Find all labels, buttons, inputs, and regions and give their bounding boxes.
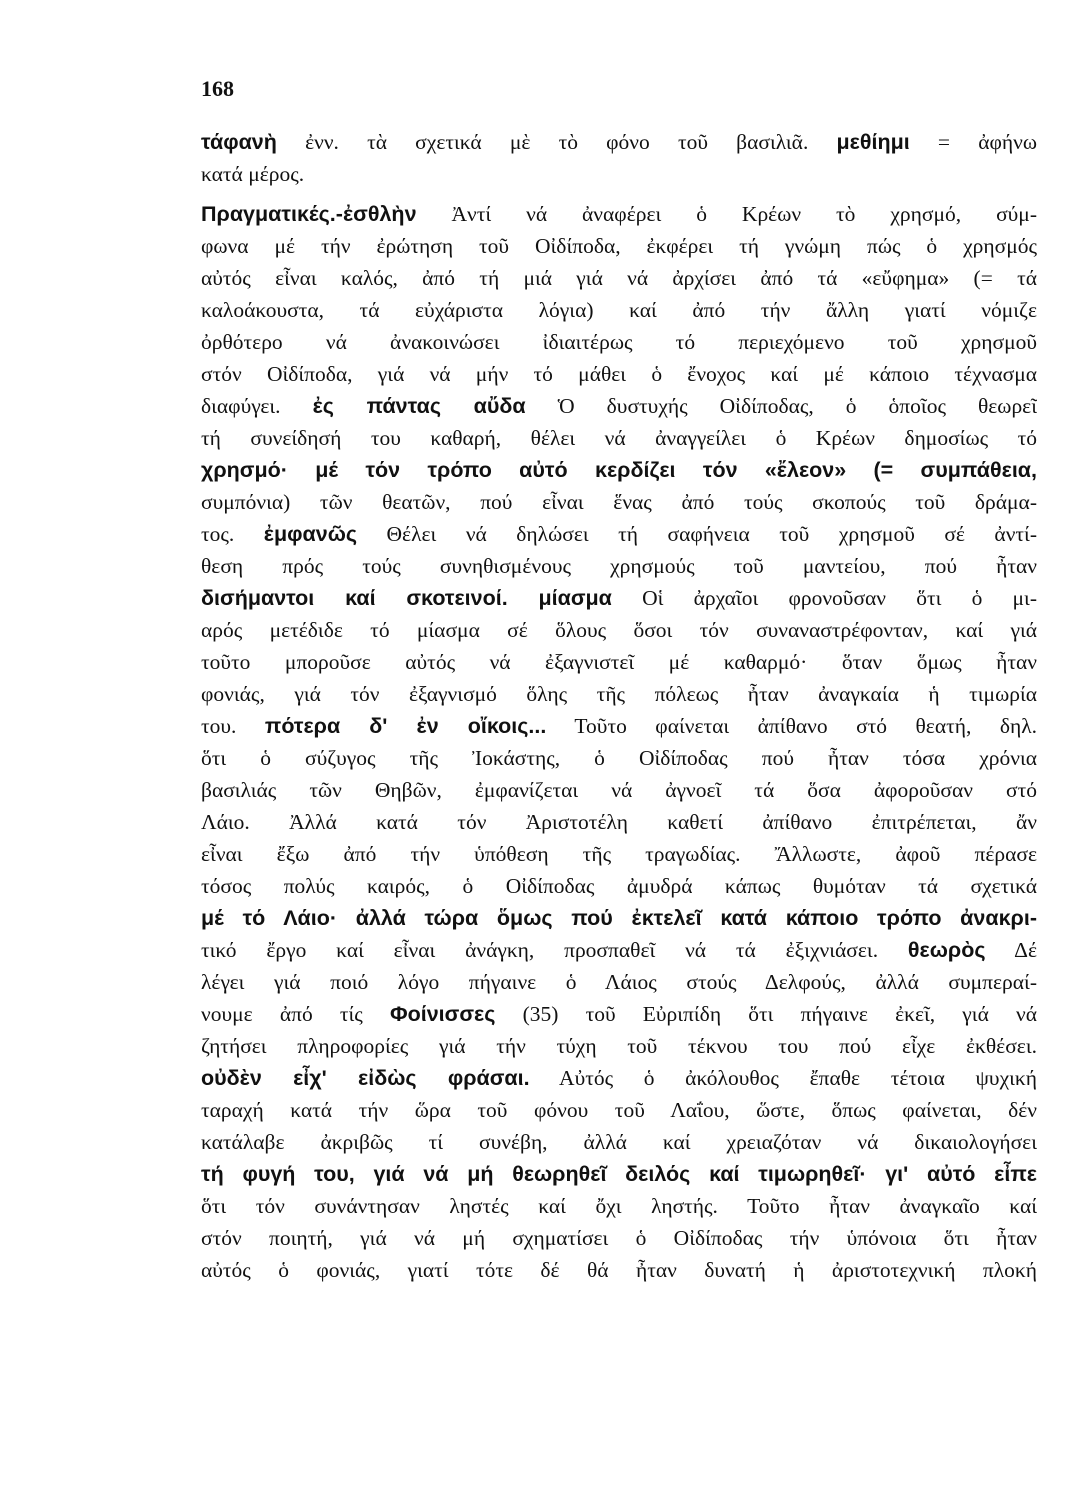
bold-term: χρησμό· μέ τόν τρόπο αὐτό κερδίζει τόν «ἔλεον» (= συμπάθεια, <box>201 458 1037 482</box>
text-run: συμπόνια) τῶν θεατῶν, πού εἶναι ἕνας ἀπό τούς σκοπούς τοῦ δράμα- <box>201 490 1037 514</box>
text-line <box>201 158 1037 190</box>
text-line <box>201 870 1037 902</box>
bold-term: Φοίνισσες <box>389 1002 496 1026</box>
text-line <box>201 998 1037 1030</box>
text-line <box>201 742 1037 774</box>
text-line <box>201 294 1037 326</box>
text-line <box>201 1094 1037 1126</box>
text-run: κατάλαβε ἀκριβῶς τί συνέβη, ἀλλά καί χρειαζόταν νά δικαιολογήσει <box>201 1130 1037 1154</box>
text-line <box>201 614 1037 646</box>
text-line <box>201 710 1037 742</box>
text-line <box>201 550 1037 582</box>
text-run: εἶναι ἔξω ἀπό τήν ὑπόθεση τῆς τραγωδίας. Ἄλλωστε, ἀφοῦ πέρασε <box>201 842 1037 866</box>
text-run: τικό ἔργο καί εἶναι ἀνάγκη, προσπαθεῖ νά τά ἐξιχνιάσει. <box>201 938 908 962</box>
text-line <box>201 1126 1037 1158</box>
bold-term: θεωρὸς <box>907 938 986 962</box>
bold-term: μεθίημι <box>836 130 910 154</box>
text-line <box>201 934 1037 966</box>
text-line <box>201 678 1037 710</box>
text-line <box>201 326 1037 358</box>
text-run: βασιλιάς τῶν Θηβῶν, ἐμφανίζεται νά ἀγνοεῖ τά ὅσα ἀφοροῦσαν στό <box>201 778 1037 802</box>
text-line <box>201 1254 1037 1286</box>
text-run: ταραχή κατά τήν ὥρα τοῦ φόνου τοῦ Λαΐου, ὥστε, ὅπως φαίνεται, δέν <box>201 1098 1037 1122</box>
text-run: αὐτός εἶναι καλός, ἀπό τή μιά γιά νά ἀρχίσει ἀπό τά «εὔφημα» (= τά <box>201 266 1037 290</box>
text-run: ζητήσει πληροφορίες γιά τήν τύχη τοῦ τέκνου του πού εἶχε ἐκθέσει. <box>201 1034 1037 1058</box>
text-run: Ἀντί νά ἀναφέρει ὁ Κρέων τὸ χρησμό, σύμ- <box>416 202 1037 226</box>
text-run: αρός μετέδιδε τό μίασμα σέ ὅλους ὅσοι τόν συναναστρέφονταν, καί γιά <box>201 618 1037 642</box>
text-run: Δέ <box>985 938 1037 962</box>
text-line <box>201 1222 1037 1254</box>
text-run: στόν Οἰδίποδα, γιά νά μήν τό μάθει ὁ ἔνοχος καί μέ κάποιο τέχνασμα <box>201 362 1037 386</box>
text-run: (35) τοῦ Εὐριπίδη ὅτι πήγαινε ἐκεῖ, γιά νά <box>495 1002 1037 1026</box>
text-line <box>201 806 1037 838</box>
text-line <box>201 198 1037 230</box>
text-run: νουμε ἀπό τίς <box>201 1002 390 1026</box>
page-number: 168 <box>201 76 234 101</box>
text-run: Ὁ δυστυχής Οἰδίποδας, ὁ ὁποῖος θεωρεῖ <box>525 394 1037 418</box>
bold-term: δισήμαντοι καί σκοτεινοί. <box>201 586 539 610</box>
text-line <box>201 1030 1037 1062</box>
bold-term: τή φυγή του, γιά νά μή θεωρηθεῖ δειλός καί τιμωρηθεῖ· γι' αὐτό εἶπε <box>201 1162 1037 1186</box>
bold-term: τάφανὴ <box>201 130 277 154</box>
text-line <box>201 1190 1037 1222</box>
text-line <box>201 390 1037 422</box>
text-line <box>201 582 1037 614</box>
bold-term: μίασμα <box>538 586 612 610</box>
text-run: ὅτι ὁ σύζυγος τῆς Ἰοκάστης, ὁ Οἰδίποδας πού ἦταν τόσα χρόνια <box>201 746 1037 770</box>
text-run: ὀρθότερο νά ἀνακοινώσει ἰδιαιτέρως τό περιεχόμενο τοῦ χρησμοῦ <box>201 330 1037 354</box>
bold-term: ἐς πάντας αὔδα <box>312 394 526 418</box>
bold-term: Πραγματικές.-ἐσθλὴν <box>201 202 417 226</box>
text-run: τή συνείδησή του καθαρή, θέλει νά ἀναγγείλει ὁ Κρέων δημοσίως τό <box>201 426 1037 450</box>
text-run: φωνα μέ τήν ἐρώτηση τοῦ Οἰδίποδα, ἐκφέρει τή γνώμη πώς ὁ χρησμός <box>201 234 1037 258</box>
text-run: τος. <box>201 522 264 546</box>
text-run: ἐνν. τὰ σχετικά μὲ τὸ φόνο τοῦ βασιλιᾶ. <box>276 130 837 154</box>
text-run: ὅτι τόν συνάντησαν ληστές καί ὄχι ληστής. Τοῦτο ἦταν ἀναγκαῖο καί <box>201 1194 1037 1218</box>
commentary-text <box>201 126 1037 1286</box>
text-run: = ἀφήνω <box>909 130 1037 154</box>
text-line <box>201 966 1037 998</box>
text-run: Οἱ ἀρχαῖοι φρονοῦσαν ὅτι ὁ μι- <box>611 586 1037 610</box>
text-run: Τοῦτο φαίνεται ἀπίθανο στό θεατή, δηλ. <box>546 714 1037 738</box>
text-line <box>201 1158 1037 1190</box>
text-run: τοῦτο μποροῦσε αὐτός νά ἐξαγνιστεῖ μέ καθαρμό· ὅταν ὅμως ἦταν <box>201 650 1037 674</box>
bold-term: μέ τό Λάιο· ἀλλά τώρα ὅμως πού ἐκτελεῖ κατά κάποιο τρόπο ἀνακρι- <box>201 906 1037 930</box>
text-line <box>201 646 1037 678</box>
text-line <box>201 902 1037 934</box>
text-run: αὐτός ὁ φονιάς, γιατί τότε δέ θά ἦταν δυνατή ἡ ἀριστοτεχνική πλοκή <box>201 1258 1037 1282</box>
text-line <box>201 126 1037 158</box>
bold-term: πότερα δ' ἐν οἴκοις... <box>264 714 547 738</box>
text-run: Αὐτός ὁ ἀκόλουθος ἔπαθε τέτοια ψυχική <box>529 1066 1037 1090</box>
text-run: τόσος πολύς καιρός, ὁ Οἰδίποδας ἀμυδρά κάπως θυμόταν τά σχετικά <box>201 874 1037 898</box>
text-line <box>201 230 1037 262</box>
text-line <box>201 454 1037 486</box>
text-run: Θέλει νά δηλώσει τή σαφήνεια τοῦ χρησμοῦ σέ ἀντί- <box>357 522 1037 546</box>
text-line <box>201 422 1037 454</box>
text-run: διαφύγει. <box>201 394 313 418</box>
text-run: του. <box>201 714 265 738</box>
text-run: φονιάς, γιά τόν ἐξαγνισμό ὅλης τῆς πόλεως ἦταν ἀναγκαία ἡ τιμωρία <box>201 682 1037 706</box>
text-run: λέγει γιά ποιό λόγο πήγαινε ὁ Λάιος στούς Δελφούς, ἀλλά συμπεραί- <box>201 970 1037 994</box>
text-line <box>201 262 1037 294</box>
text-line <box>201 1062 1037 1094</box>
text-line <box>201 486 1037 518</box>
bold-term: οὐδὲν εἶχ' εἰδὼς φράσαι. <box>201 1066 530 1090</box>
text-run: καλοάκουστα, τά εὐχάριστα λόγια) καί ἀπό τήν ἄλλη γιατί νόμιζε <box>201 298 1037 322</box>
text-run: Λάιο. Ἀλλά κατά τόν Ἀριστοτέλη καθετί ἀπίθανο ἐπιτρέπεται, ἄν <box>201 810 1037 834</box>
text-run: θεση πρός τούς συνηθισμένους χρησμούς τοῦ μαντείου, πού ἦταν <box>201 554 1037 578</box>
bold-term: ἐμφανῶς <box>263 522 358 546</box>
text-line <box>201 838 1037 870</box>
text-line <box>201 518 1037 550</box>
text-line <box>201 774 1037 806</box>
text-line <box>201 358 1037 390</box>
text-run: κατά μέρος. <box>201 162 305 186</box>
text-run: στόν ποιητή, γιά νά μή σχηματίσει ὁ Οἰδίποδας τήν ὑπόνοια ὅτι ἦταν <box>201 1226 1037 1250</box>
